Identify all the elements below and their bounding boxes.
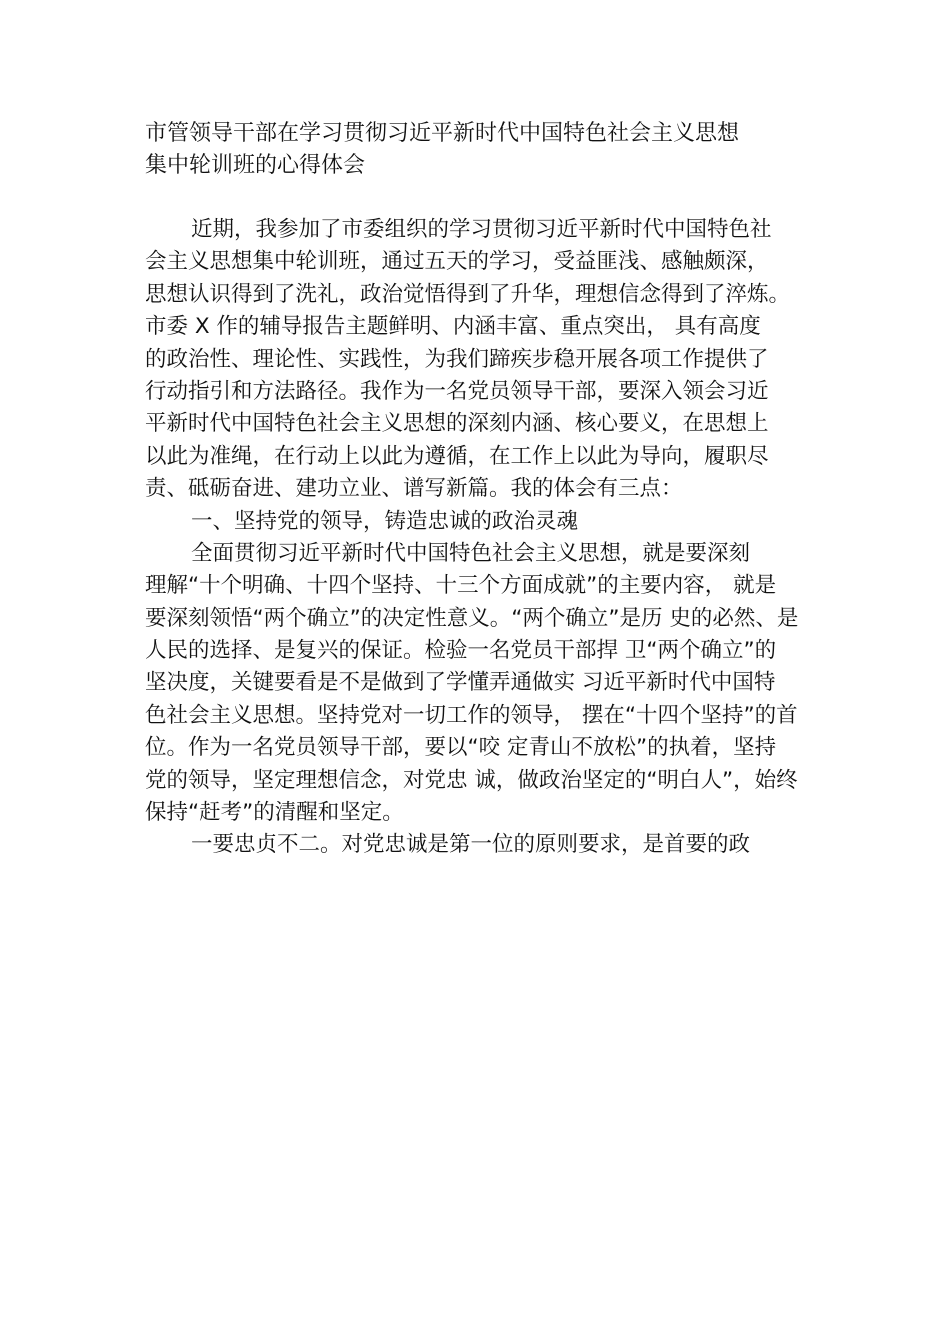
body-line: 近期，我参加了市委组织的学习贯彻习近平新时代中国特色社 bbox=[191, 217, 772, 242]
body-line: 色社会主义思想。坚持党对一切工作的领导， 摆在“十四个坚持”的首 bbox=[145, 702, 798, 728]
document-body bbox=[145, 214, 835, 862]
section-heading: 一、坚持党的领导，铸造忠诚的政治灵魂 bbox=[191, 508, 579, 534]
body-line: 行动指引和方法路径。我作为一名党员领导干部，要深入领会习近 bbox=[145, 378, 769, 404]
body-line: 党的领导，坚定理想信念，对党忠 诚，做政治坚定的“明白人”，始终 bbox=[145, 767, 798, 793]
body-line: 全面贯彻习近平新时代中国特色社会主义思想，就是要深刻 bbox=[191, 540, 751, 566]
body-line: 的政治性、理论性、实践性，为我们蹄疾步稳开展各项工作提供了 bbox=[145, 346, 769, 372]
body-line: 市委 X 作的辅导报告主题鲜明、内涵丰富、重点突出， 具有高度 bbox=[145, 314, 761, 340]
body-line: 思想认识得到了洗礼，政治觉悟得到了升华，理想信念得到了淬炼。 bbox=[145, 281, 791, 307]
body-line: 要深刻领悟“两个确立”的决定性意义。“两个确立”是历 史的必然、是 bbox=[145, 605, 799, 631]
body-line: 位。作为一名党员领导干部，要以“咬 定青山不放松”的执着，坚持 bbox=[145, 735, 777, 761]
body-line: 人民的选择、是复兴的保证。检验一名党员干部捍 卫“两个确立”的 bbox=[145, 638, 777, 664]
body-line: 以此为准绳，在行动上以此为遵循，在工作上以此为导向，履职尽 bbox=[145, 443, 769, 469]
body-line: 一要忠贞不二。对党忠诚是第一位的原则要求，是首要的政 bbox=[191, 832, 751, 858]
body-line: 会主义思想集中轮训班，通过五天的学习，受益匪浅、感触颇深， bbox=[145, 249, 769, 275]
body-line: 保持“赶考”的清醒和坚定。 bbox=[145, 800, 404, 826]
title-line-1: 市管领导干部在学习贯彻习近平新时代中国特色社会主义思想 bbox=[145, 121, 740, 146]
body-line: 坚决度，关键要看是不是做到了学懂弄通做实 习近平新时代中国特 bbox=[145, 670, 776, 696]
body-line: 责、砥砺奋进、建功立业、谱写新篇。我的体会有三点： bbox=[145, 476, 683, 502]
body-line: 理解“十个明确、十四个坚持、十三个方面成就”的主要内容， 就是 bbox=[145, 573, 777, 599]
body-line: 平新时代中国特色社会主义思想的深刻内涵、核心要义，在思想上 bbox=[145, 411, 769, 437]
document-title bbox=[145, 118, 845, 182]
title-line-2: 集中轮训班的心得体会 bbox=[145, 153, 366, 178]
